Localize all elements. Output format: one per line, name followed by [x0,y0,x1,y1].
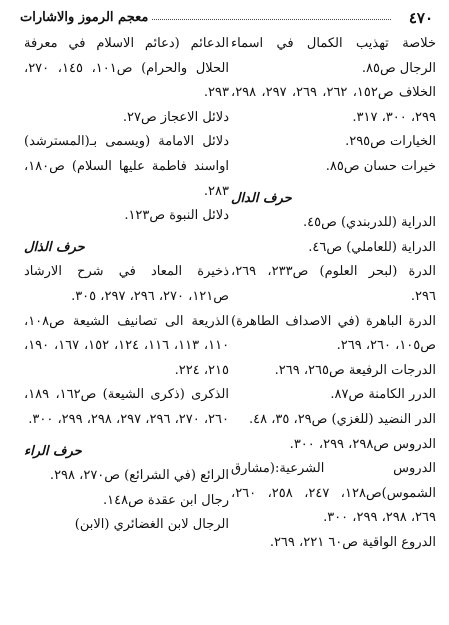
index-entry: ذخيرة المعاد في شرح الارشاد ص١٢١، ٢٧٠، ٢٩٦، ٢٩٧، ٣٠٥. [24,264,229,304]
index-entry: الدراية (للعاملي) ص٤٦. [308,239,436,255]
index-entry: الرائع (في الشرائع) ص٢٧٠، ٢٩٨. [49,468,229,484]
index-entry: الدروس الشرعية:(مشارق الشموس)ص١٢٨، ٢٤٧، ٢٥٨، ٢٦٠، ٢٦٩، ٢٩٨، ٢٩٩، ٣٠٠. [231,461,436,526]
index-entry: الخيارات ص٢٩٥. [345,134,436,150]
section-heading: حرف الراء [24,443,82,459]
right-column [231,32,436,555]
index-entry: الدرة (لبحر العلوم) ص٢٣٣، ٢٦٩، ٢٩٦. [231,264,437,304]
index-entry: الدعائم (دعائم الاسلام في معرفة الحلال والحرام) ص١٠١، ١٤٥، ٢٧٠، ٢٩٣. [24,36,230,101]
index-entry: خيرات حسان ص٨٥. [325,158,436,174]
index-entry: الدرة الباهرة (في الاصداف الطاهرة) ص١٠٥، ٢٦٠، ٢٦٩. [231,313,436,354]
index-entry: الدر النضيد (للغزي) ص٢٩، ٣٥، ٤٨. [248,411,436,427]
index-entry: الرجال لابن الغضائري (الابن) [74,517,229,533]
index-entry: الدرر الكامنة ص٨٧. [330,387,436,403]
section-heading: حرف الذال [24,239,85,255]
index-entry: الدراية (للدربندي) ص٤٥. [302,215,436,231]
index-entry: الدروس ص٢٩٨، ٢٩٩، ٣٠٠. [289,436,436,452]
page-header [12,8,437,30]
index-entry: الذريعة الى تصانيف الشيعة ص١٠٨، ١١٠، ١١٣، ١١٦، ١٢٤، ١٥٢، ١٦٧، ١٩٠، ٢١٥، ٢٢٤. [24,313,230,378]
header-dotted-rule [152,19,391,20]
index-entry: دلائل الامامة (ويسمى بـ(المسترشد) اواسند فاطمة عليها السلام) ص١٨٠، ٢٨٣. [24,134,229,199]
running-title: معجم الرموز والاشارات [20,10,149,25]
index-entry: دلائل الاعجاز ص٢٧. [122,109,229,125]
index-entry: خلاصة تهذيب الكمال في اسماء الرجال ص٨٥. [231,36,436,76]
index-entry: الذكرى (ذكرى الشيعة) ص١٦٢، ١٨٩، ٢٦٠، ٢٧٠، ٢٩٦، ٢٩٧، ٢٩٨، ٢٩٩، ٣٠٠. [24,387,230,427]
left-column [24,32,229,538]
index-entry: الدروع الواقية ص٦٠ ٢٢١، ٢٦٩. [269,534,436,550]
index-entry: دلائل النبوة ص١٢٣. [124,208,229,224]
index-entry: رجال ابن عقدة ص١٤٨. [102,492,229,508]
index-entry: الخلاف ص١٥٢، ٢٦٢، ٢٦٩، ٢٩٧، ٢٩٨، ٢٩٩، ٣٠٠، ٣١٧. [231,85,437,125]
index-entry: الدرجات الرفيعة ص٢٦٥، ٢٦٩. [274,362,436,378]
page-number: ٤٧٠ [408,9,433,27]
section-heading: حرف الدال [231,190,292,206]
